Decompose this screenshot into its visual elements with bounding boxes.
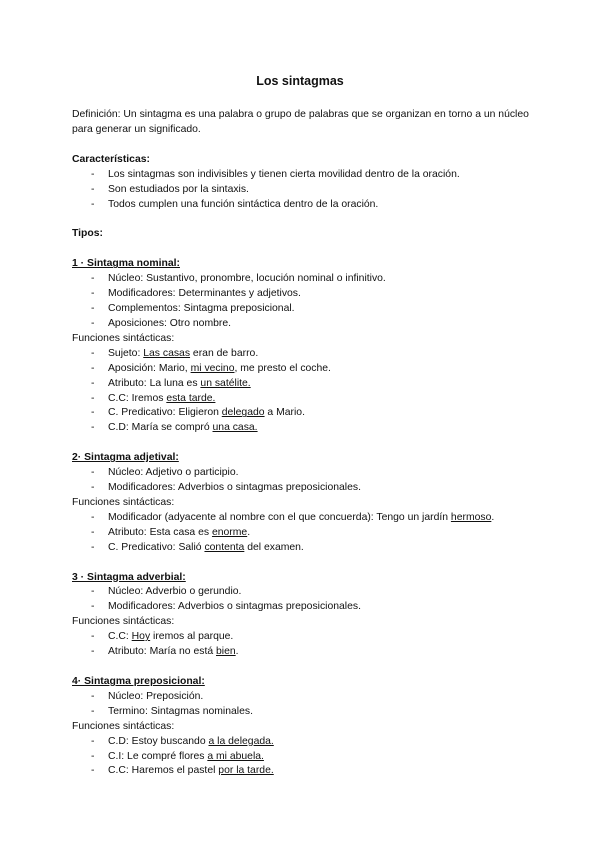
example-underline: esta tarde.	[166, 392, 216, 404]
list-item: - Núcleo: Adjetivo o participio.	[72, 466, 532, 481]
function-item: - C.C: Iremos esta tarde.	[72, 392, 532, 407]
example-underline: por la tarde.	[218, 765, 274, 777]
function-item: - C. Predicativo: Salió contenta del examen.	[72, 541, 532, 556]
list-item: - Modificadores: Adverbios o sintagmas preposicionales.	[72, 600, 532, 615]
adverbial-list	[72, 585, 532, 615]
adjetival-functions-list	[72, 511, 532, 556]
example-underline: enorme	[211, 526, 248, 538]
nominal-heading: 1 · Sintagma nominal:	[72, 258, 180, 270]
list-item: - Modificadores: Adverbios o sintagmas preposicionales.	[72, 481, 532, 496]
list-item: - Modificadores: Determinantes y adjetivos.	[72, 287, 532, 302]
example-underline: bien	[216, 646, 236, 658]
function-item: - C.C: Haremos el pastel por la tarde.	[72, 764, 532, 779]
adverbial-heading: 3 · Sintagma adverbial:	[72, 571, 186, 583]
function-item: - Atributo: Esta casa es enorme.	[72, 526, 532, 541]
function-item: - C.D: Estoy buscando a la delegada.	[72, 735, 532, 750]
list-item: - Son estudiados por la sintaxis.	[72, 183, 532, 198]
nominal-list	[72, 272, 532, 332]
functions-label: Funciones sintácticas:	[72, 496, 175, 508]
example-underline: contenta	[204, 541, 245, 553]
example-underline: delegado	[221, 407, 265, 419]
list-item: - Complementos: Sintagma preposicional.	[72, 302, 532, 317]
list-item: - Aposiciones: Otro nombre.	[72, 317, 532, 332]
functions-label: Funciones sintácticas:	[72, 720, 175, 732]
preposicional-list	[72, 690, 532, 720]
function-item: - C.D: María se compró una casa.	[72, 421, 532, 436]
list-item: - Termino: Sintagmas nominales.	[72, 705, 532, 720]
list-item: - Núcleo: Sustantivo, pronombre, locución nominal o infinitivo.	[72, 272, 532, 287]
function-item: - Atributo: María no está bien.	[72, 645, 532, 660]
list-item: - Núcleo: Preposición.	[72, 690, 532, 705]
characteristics-heading: Características:	[72, 153, 150, 165]
example-underline: a mi abuela.	[207, 750, 264, 762]
adjetival-list	[72, 466, 532, 496]
adverbial-functions-list	[72, 630, 532, 660]
function-item: - C.I: Le compré flores a mi abuela.	[72, 750, 532, 765]
preposicional-functions-list	[72, 735, 532, 780]
example-underline: hermoso	[450, 511, 492, 523]
definition-paragraph: Definición: Un sintagma es una palabra o grupo de palabras que se organizan en torno a un núcleo para generar un significado.	[72, 109, 529, 135]
list-item: - Los sintagmas son indivisibles y tienen cierta movilidad dentro de la oración.	[72, 168, 532, 183]
document-body	[72, 108, 532, 779]
function-item: - Sujeto: Las casas eran de barro.	[72, 347, 532, 362]
example-underline: una casa.	[212, 422, 258, 434]
example-underline: a la delegada.	[208, 735, 274, 747]
characteristics-list	[72, 168, 532, 213]
function-item: - Modificador (adyacente al nombre con el que concuerda): Tengo un jardín hermoso.	[72, 511, 532, 526]
list-item: - Todos cumplen una función sintáctica dentro de la oración.	[72, 198, 532, 213]
example-underline: Las casas	[143, 347, 191, 359]
types-heading: Tipos:	[72, 228, 103, 240]
example-underline: mi vecino	[190, 362, 235, 374]
nominal-functions-list	[72, 347, 532, 436]
function-item: - C.C: Hoy iremos al parque.	[72, 630, 532, 645]
functions-label: Funciones sintácticas:	[72, 616, 175, 628]
example-underline: un satélite.	[200, 377, 251, 389]
function-item: - Atributo: La luna es un satélite.	[72, 377, 532, 392]
functions-label: Funciones sintácticas:	[72, 332, 175, 344]
function-item: - Aposición: Mario, mi vecino, me presto el coche.	[72, 362, 532, 377]
example-underline: Hoy	[131, 631, 151, 643]
function-item: - C. Predicativo: Eligieron delegado a Mario.	[72, 406, 532, 421]
list-item: - Núcleo: Adverbio o gerundio.	[72, 585, 532, 600]
preposicional-heading: 4· Sintagma preposicional:	[72, 676, 205, 687]
adjetival-heading: 2· Sintagma adjetival:	[72, 452, 179, 464]
page-title: Los sintagmas	[256, 74, 344, 88]
